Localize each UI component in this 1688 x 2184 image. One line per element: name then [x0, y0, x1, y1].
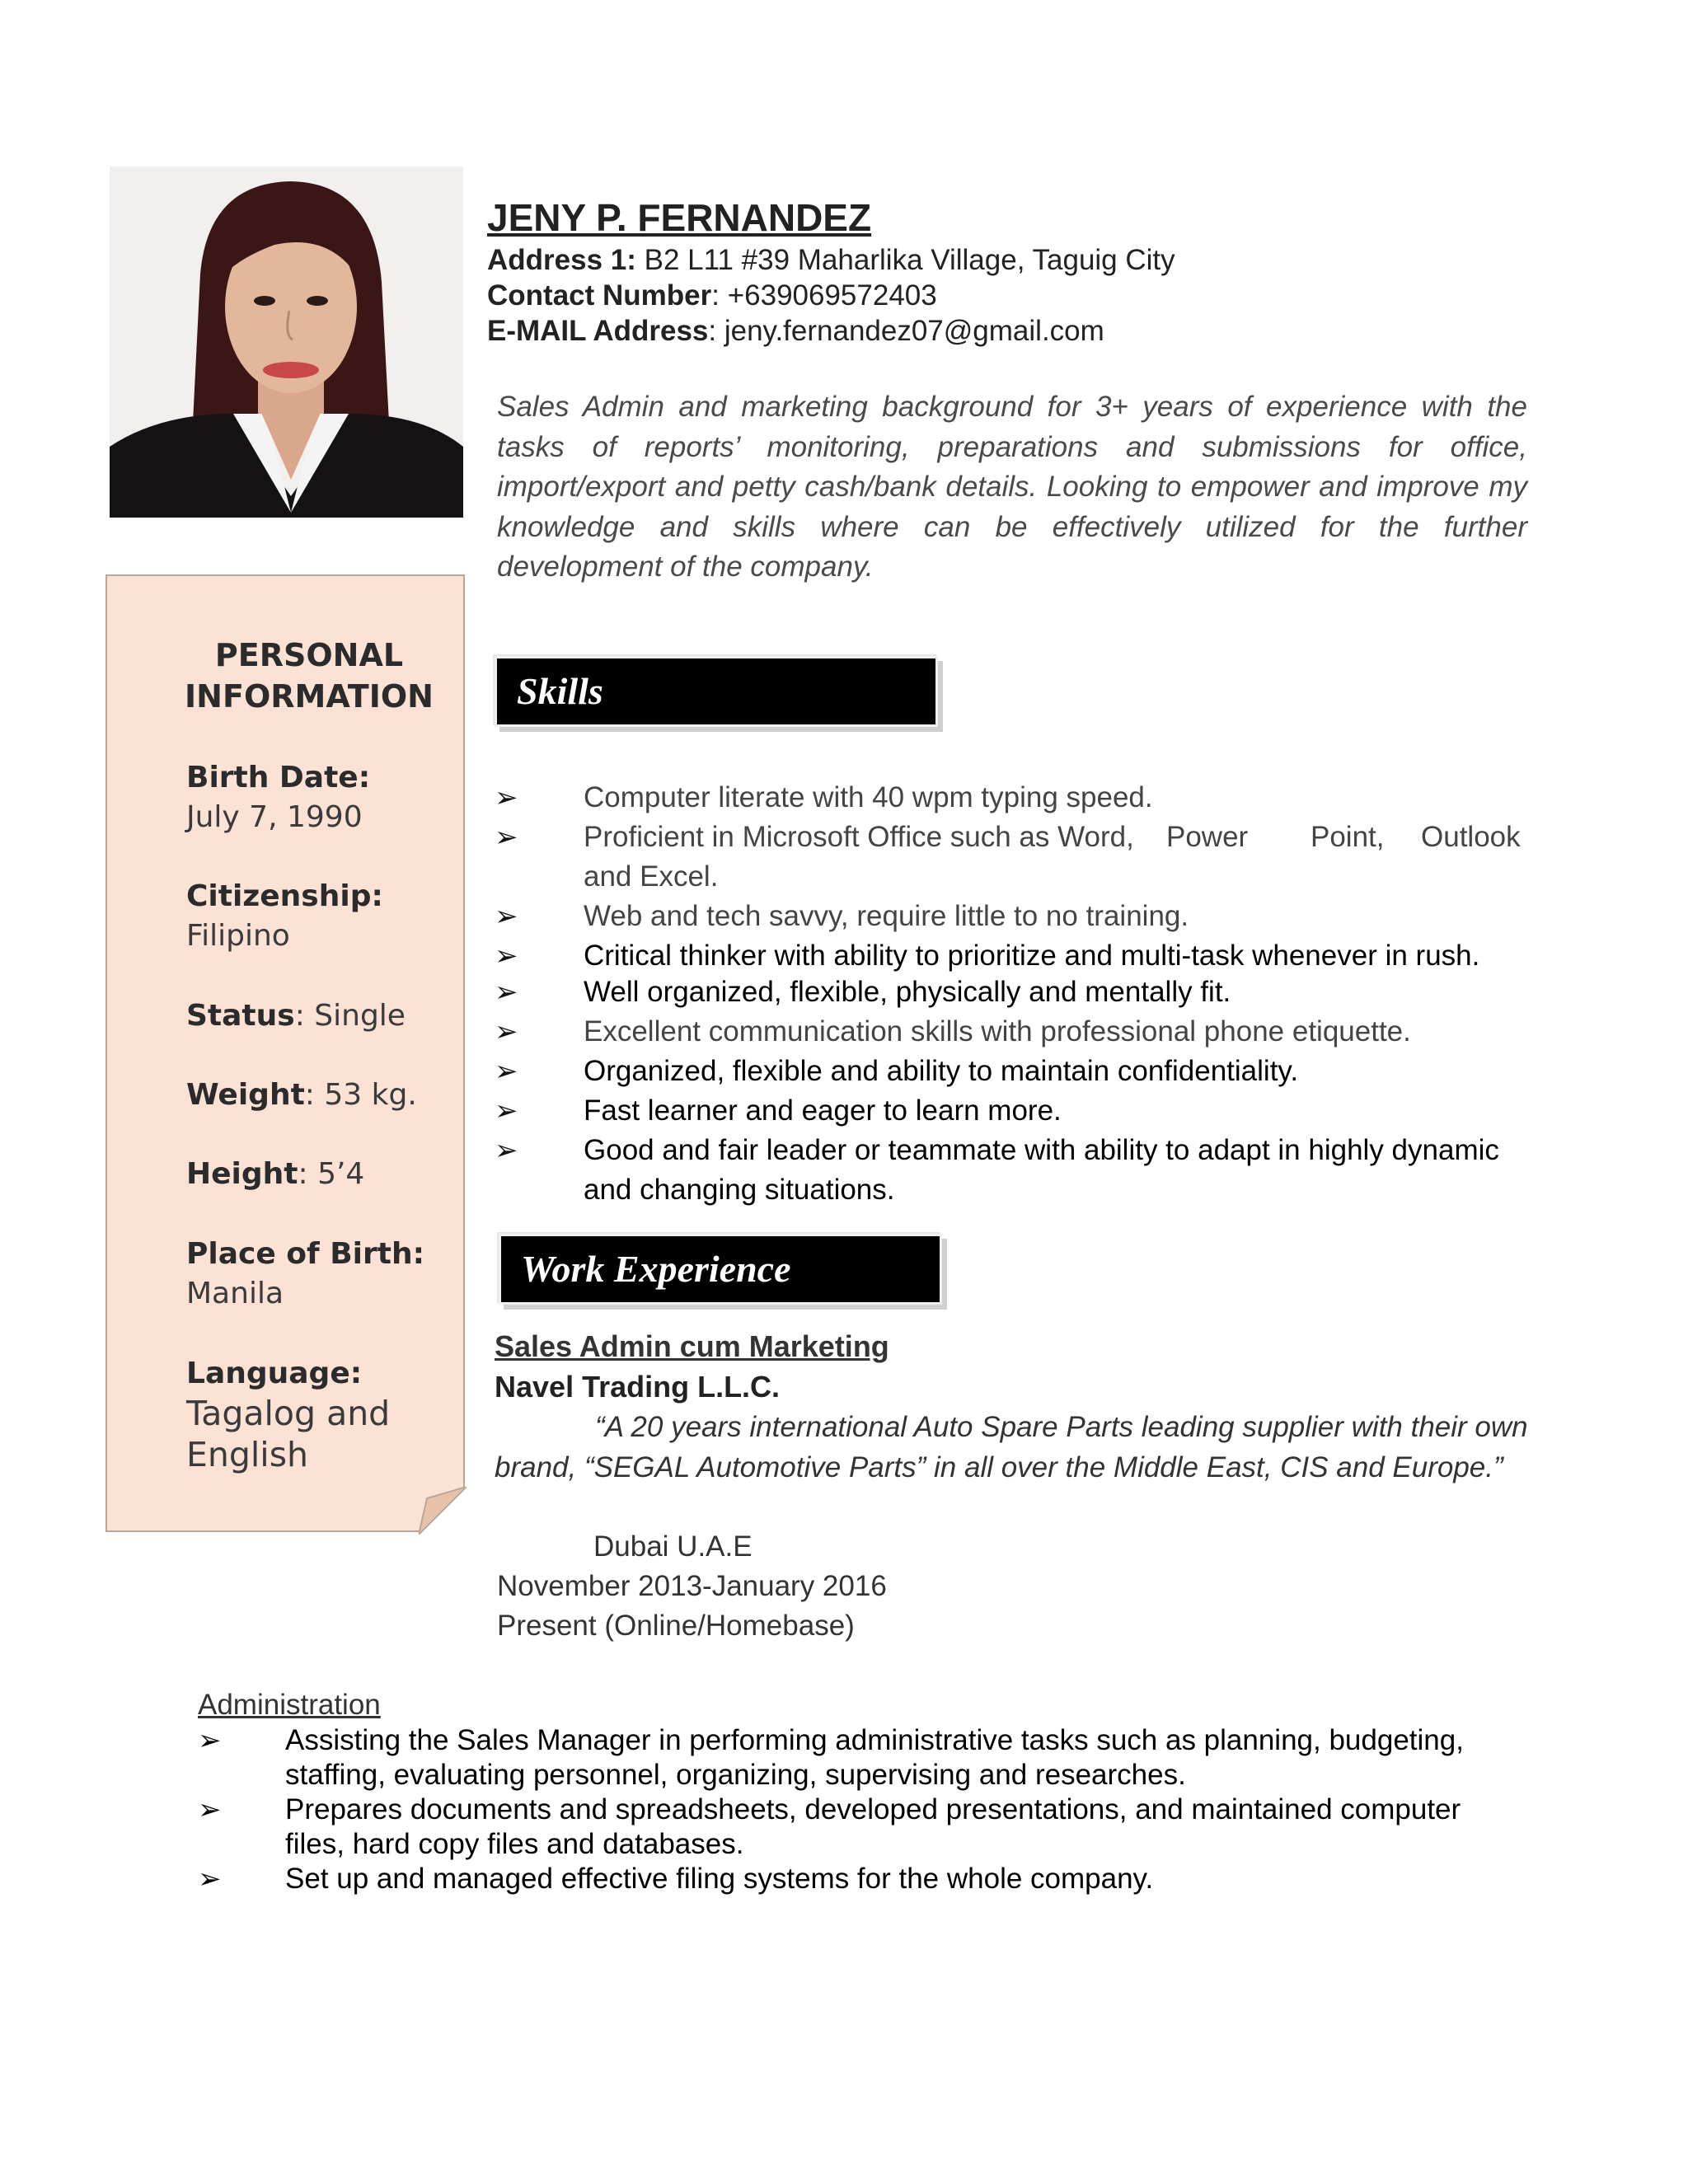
- weight-value: : 53 kg.: [304, 1078, 417, 1112]
- job-dates: November 2013-January 2016: [497, 1570, 887, 1602]
- administration-heading: Administration: [198, 1689, 381, 1721]
- admin-item: Prepares documents and spreadsheets, developed presentations, and maintained computer: [285, 1793, 1461, 1825]
- job-title: Sales Admin cum Marketing: [495, 1329, 889, 1363]
- skills-section-header: Skills: [495, 656, 938, 727]
- bullet-icon: ➢: [198, 1863, 222, 1895]
- status-label: Status: [186, 999, 295, 1033]
- applicant-name: JENY P. FERNANDEZ: [487, 196, 872, 239]
- admin-item: Set up and managed effective filing systems for the whole company.: [285, 1863, 1154, 1895]
- skill-item: Well organized, flexible, physically and mentally fit.: [584, 976, 1231, 1008]
- contact-line: [487, 278, 937, 313]
- skill-item: Organized, flexible and ability to maintain confidentiality.: [584, 1055, 1299, 1087]
- citizenship-label: Citizenship:: [186, 879, 383, 913]
- skill-item: and changing situations.: [584, 1174, 895, 1206]
- skill-item: Excellent communication skills with professional phone etiquette.: [584, 1015, 1411, 1047]
- bullet-icon: ➢: [495, 1095, 518, 1127]
- job-location: Dubai U.A.E: [593, 1530, 753, 1563]
- address-label: Address 1:: [487, 244, 636, 276]
- weight-row: [186, 1076, 417, 1115]
- bullet-icon: ➢: [495, 977, 518, 1008]
- admin-item: staffing, evaluating personnel, organizing, supervising and researches.: [285, 1759, 1186, 1791]
- email-label: E-MAIL Address: [487, 315, 709, 347]
- page-fold-icon: [419, 1487, 467, 1535]
- skill-item: Proficient in Microsoft Office such as Word,: [584, 821, 1134, 853]
- skill-item: Computer literate with 40 wpm typing speed.: [584, 781, 1153, 813]
- birthplace-value: Manila: [186, 1277, 284, 1310]
- bullet-icon: ➢: [495, 822, 518, 853]
- admin-item: files, hard copy files and databases.: [285, 1828, 744, 1860]
- skill-item: Good and fair leader or teammate with ability to adapt in highly dynamic: [584, 1134, 1499, 1166]
- bullet-icon: ➢: [495, 1016, 518, 1047]
- skill-item-word: Outlook: [1421, 821, 1521, 853]
- profile-photo: [110, 166, 463, 518]
- height-row: [186, 1155, 364, 1194]
- status-value: : Single: [294, 999, 406, 1033]
- birth-date-value: July 7, 1990: [186, 800, 363, 834]
- skill-item-word: Point,: [1311, 821, 1385, 853]
- contact-value: : +639069572403: [711, 279, 937, 312]
- language-label: Language:: [186, 1357, 363, 1390]
- contact-label: Contact Number: [487, 279, 712, 312]
- bullet-icon: ➢: [495, 782, 518, 813]
- bullet-icon: ➢: [495, 1056, 518, 1087]
- job-present: Present (Online/Homebase): [497, 1610, 855, 1642]
- admin-item: Assisting the Sales Manager in performing administrative tasks such as planning, budgeting,: [285, 1724, 1464, 1756]
- company-name: Navel Trading L.L.C.: [495, 1370, 781, 1404]
- skill-item-word: Power: [1166, 821, 1249, 853]
- skill-item: Fast learner and eager to learn more.: [584, 1094, 1062, 1127]
- birth-date-label: Birth Date:: [186, 761, 371, 794]
- address-line: [487, 242, 1175, 278]
- bullet-icon: ➢: [495, 940, 518, 972]
- bullet-icon: ➢: [198, 1794, 222, 1825]
- skill-item: Critical thinker with ability to prioritize and multi-task whenever in rush.: [584, 940, 1480, 972]
- birthplace-label: Place of Birth:: [186, 1237, 425, 1271]
- personal-info-title: PERSONAL INFORMATION: [185, 637, 434, 715]
- career-summary: Sales Admin and marketing background for 3+ years of experience with the tasks of reports’ monitoring, preparations and submissions for office, import/export and petty cash/bank details. Looking to empower and improve my knowledge and skills where can be effectively utilized for the further development of the company.: [497, 391, 1527, 583]
- height-label: Height: [186, 1157, 298, 1191]
- bullet-icon: ➢: [495, 901, 518, 932]
- language-value-2: English: [186, 1435, 309, 1474]
- weight-label: Weight: [186, 1078, 305, 1112]
- height-value: : 5’4: [298, 1157, 365, 1191]
- address-value: B2 L11 #39 Maharlika Village, Taguig City: [635, 244, 1175, 276]
- email-value: : jeny.fernandez07@gmail.com: [708, 315, 1104, 347]
- status-row: [186, 996, 406, 1036]
- citizenship-value: Filipino: [186, 919, 290, 953]
- bullet-icon: ➢: [198, 1725, 222, 1756]
- skill-item: Web and tech savvy, require little to no training.: [584, 900, 1189, 932]
- bullet-icon: ➢: [495, 1135, 518, 1166]
- company-description: “A 20 years international Auto Spare Parts leading supplier with their own brand, “SEGAL Automotive Parts” in all over the Middle East, CIS and Europe.”: [495, 1411, 1528, 1483]
- skill-item: and Excel.: [584, 860, 719, 893]
- email-line: [487, 313, 1104, 349]
- work-experience-section-header: Work Experience: [499, 1234, 942, 1305]
- language-value-1: Tagalog and: [186, 1394, 391, 1433]
